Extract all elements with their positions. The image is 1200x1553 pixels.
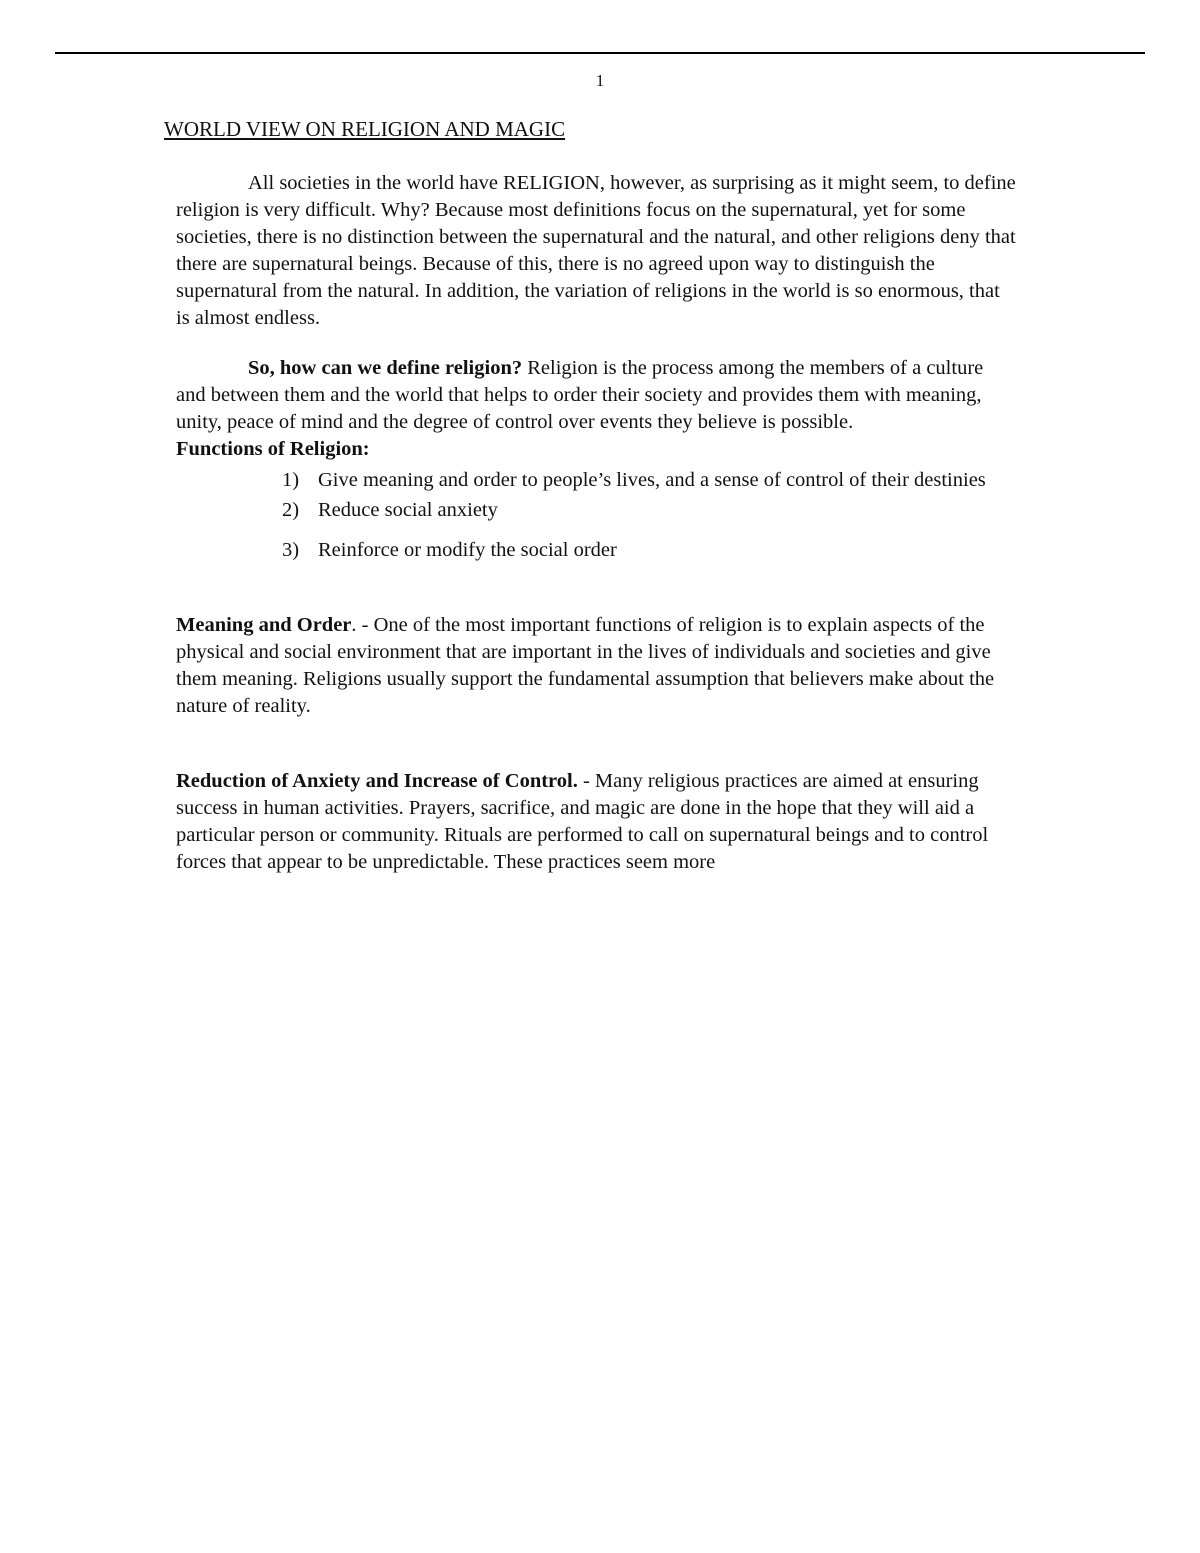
header-rule [55, 52, 1145, 54]
anxiety-control-paragraph [176, 768, 1016, 876]
meaning-order-lead: Meaning and Order [176, 614, 352, 636]
definition-paragraph [176, 355, 1016, 436]
list-item [282, 467, 1016, 494]
intro-paragraph: All societies in the world have RELIGION, however, as surprising as it might seem, to define religion is very difficult. Why? Because most definitions focus on the supernatural, yet for some societies, there is no distinction between the supernatural and the natural, and other religions deny that there are supernatural beings. Because of this, there is no agreed upon way to distinguish the supernatural from the natural. In addition, the variation of religions in the world is so enormous, that is almost endless. [176, 172, 1016, 329]
list-item-number: 1) [282, 469, 300, 491]
list-item-text: Give meaning and order to people’s lives, and a sense of control of their destinies [318, 469, 986, 491]
list-item-text: Reduce social anxiety [318, 499, 498, 521]
document-body [164, 114, 1016, 876]
anxiety-control-lead: Reduction of Anxiety and Increase of Control. [176, 770, 578, 792]
list-item [282, 497, 1016, 524]
document-title: WORLD VIEW ON RELIGION AND MAGIC [164, 117, 566, 141]
anxiety-control-text: - Many religious practices are aimed at ensuring success in human activities. Prayers, sacrifice, and magic are done in the hope that they will aid a particular person or community. Rituals are performed to call on supernatural beings and to control forces that appear to be unpredictable. These practices seem more [176, 770, 989, 873]
list-item [282, 537, 1016, 564]
list-item-number: 3) [282, 539, 300, 561]
page-number: 1 [595, 71, 605, 90]
list-item-text: Reinforce or modify the social order [318, 539, 617, 561]
definition-lead: So, how can we define religion? [248, 357, 523, 379]
functions-list [176, 467, 1016, 564]
functions-heading: Functions of Religion: [176, 438, 370, 460]
definition-text: Religion is the process among the members of a culture and between them and the world that helps to order their society and provides them with meaning, unity, peace of mind and the degree of control over events they believe is possible. [176, 357, 984, 433]
meaning-order-text: . - One of the most important functions of religion is to explain aspects of the physical and social environment that are important in the lives of individuals and societies and give them meaning. Religions usually support the fundamental assumption that believers make about the nature of reality. [176, 614, 995, 717]
list-item-number: 2) [282, 499, 300, 521]
meaning-order-paragraph [176, 612, 1016, 720]
